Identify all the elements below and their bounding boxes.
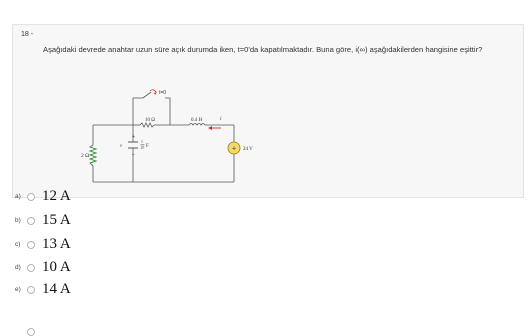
question-number: 18 -: [21, 31, 34, 38]
cap-minus: −: [132, 152, 135, 158]
circuit-diagram: [83, 88, 253, 184]
choice-c[interactable]: [15, 236, 71, 253]
switch-arrow: [154, 92, 157, 95]
switch-wire-right: [165, 98, 170, 125]
switch-blade: [143, 92, 151, 98]
choice-letter: a): [15, 193, 21, 200]
choice-text: 15 A: [42, 212, 71, 228]
current-arrow-head: [208, 126, 212, 130]
question-box: [12, 24, 524, 198]
cap-frac-den: 20: [140, 145, 145, 150]
choice-letter: c): [15, 241, 21, 248]
choice-e[interactable]: [15, 281, 71, 298]
radio-button[interactable]: [27, 193, 35, 201]
current-label: i: [220, 116, 222, 122]
v-label: v: [120, 144, 123, 149]
r1-label: 10 Ω: [145, 118, 155, 123]
cap-label: F: [146, 144, 149, 149]
switch-label: t=0: [159, 90, 167, 96]
choice-text: 13 A: [42, 236, 71, 252]
choice-text: 10 A: [42, 259, 71, 275]
choice-b[interactable]: [15, 212, 71, 229]
radio-button[interactable]: [27, 217, 35, 225]
switch-wire-left: [133, 98, 143, 125]
radio-button[interactable]: [27, 286, 35, 294]
resistor-2-zigzag: [90, 145, 96, 166]
cap-frac-num: 1: [141, 140, 143, 144]
choice-text: 12 A: [42, 188, 71, 204]
choice-d[interactable]: [15, 259, 71, 276]
question-text: Aşağıdaki devrede anahtar uzun süre açık durumda iken, t=0'da kapatılmaktadır. Buna göre, i(∞) aşağıdakilerden hangisine eşittir?: [43, 45, 483, 54]
resistor-10-zigzag: [140, 123, 154, 127]
cap-plus: +: [132, 134, 135, 140]
choice-letter: d): [15, 264, 21, 271]
radio-button-partial[interactable]: [27, 328, 35, 336]
source-plus: +: [231, 145, 237, 153]
r2-label: 2 Ω: [81, 153, 90, 159]
choice-a[interactable]: [15, 188, 71, 205]
radio-button[interactable]: [27, 241, 35, 249]
radio-button[interactable]: [27, 264, 35, 272]
choice-letter: b): [15, 217, 21, 224]
switch-arc: [150, 90, 156, 92]
choice-letter: e): [15, 286, 21, 293]
inductor-label: 0.4 H: [191, 118, 203, 123]
inductor-coils: [189, 124, 205, 126]
choice-text: 14 A: [42, 281, 71, 297]
source-label: 24 V: [243, 147, 253, 152]
